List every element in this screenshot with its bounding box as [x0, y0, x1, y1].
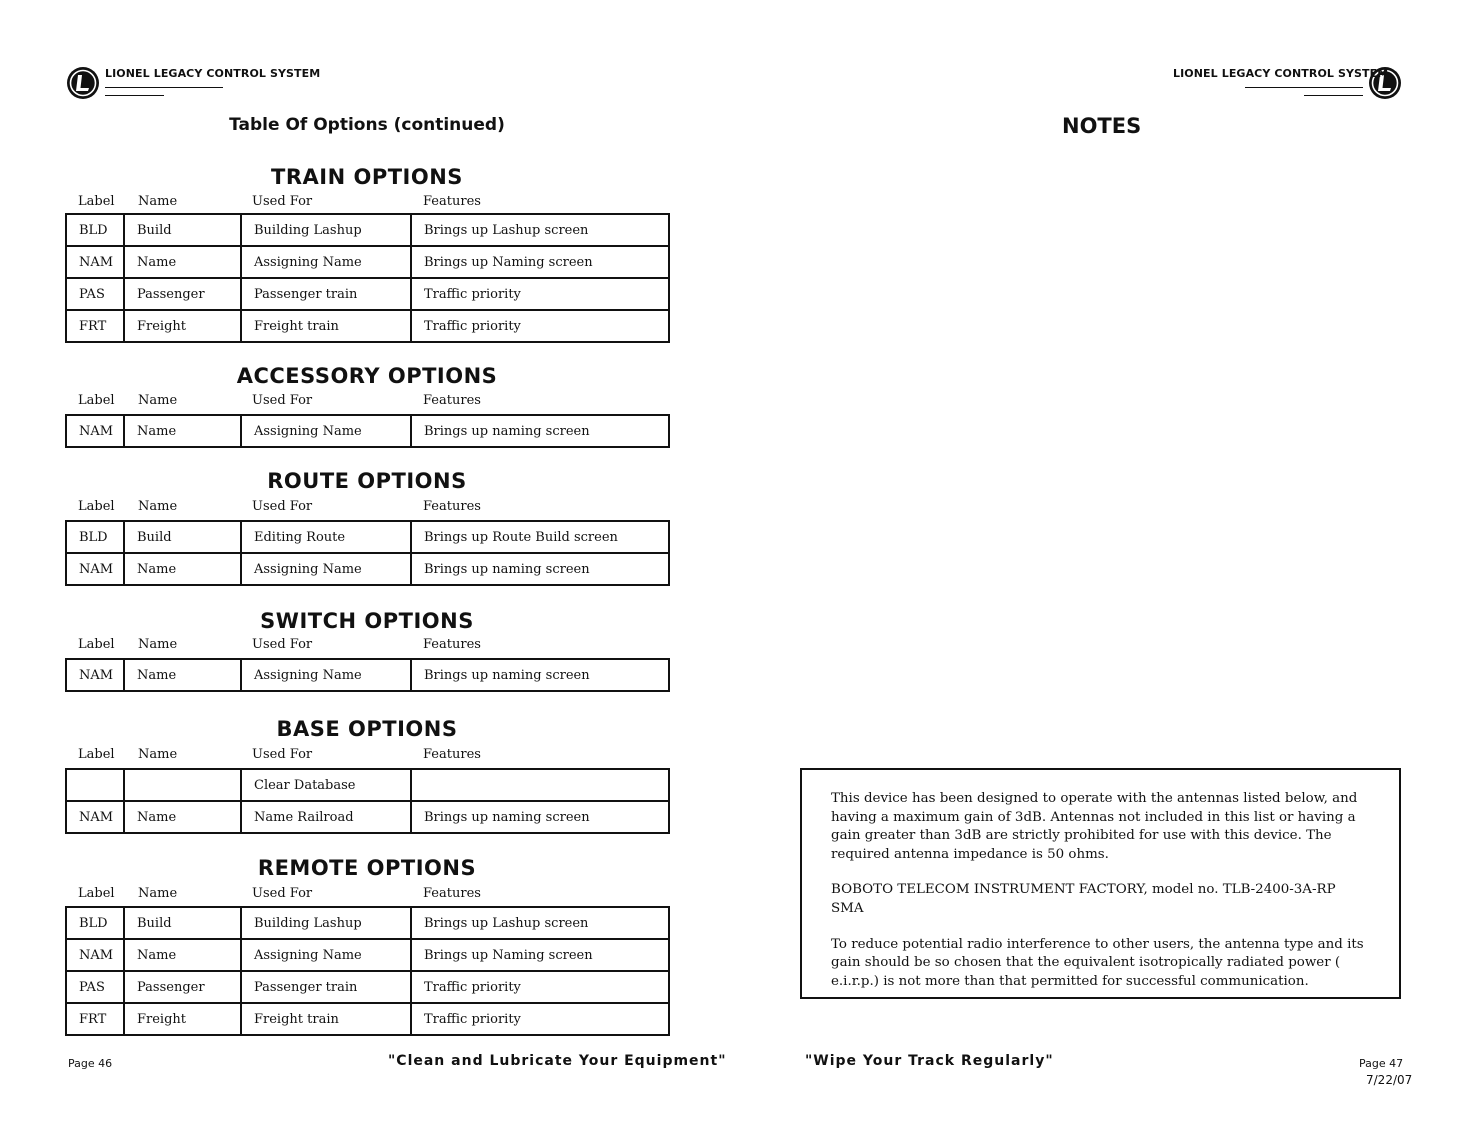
cell-label: BLD: [66, 907, 124, 939]
column-header-used-for: Used For: [252, 499, 313, 514]
cell-features: Brings up naming screen: [411, 415, 669, 447]
footer-slogan-left: "Clean and Lubricate Your Equipment": [388, 1053, 727, 1069]
section-title-route: ROUTE OPTIONS: [267, 469, 467, 493]
cell-features: Brings up Naming screen: [411, 939, 669, 971]
table-row: [66, 521, 669, 553]
cell-used-for: Assigning Name: [241, 246, 411, 278]
accessory-options-table: [65, 414, 670, 448]
cell-features: Traffic priority: [411, 971, 669, 1003]
cell-label: FRT: [66, 310, 124, 342]
column-header-features: Features: [423, 637, 481, 652]
regulatory-notice-box: [800, 768, 1401, 999]
table-row: [66, 415, 669, 447]
column-headers: [66, 886, 668, 902]
cell-label: NAM: [66, 553, 124, 585]
column-header-used-for: Used For: [252, 747, 313, 762]
column-header-used-for: Used For: [252, 194, 313, 209]
switch-options-table: [65, 658, 670, 692]
column-headers: [66, 393, 668, 409]
cell-features: [411, 769, 669, 801]
section-title-train: TRAIN OPTIONS: [271, 165, 463, 189]
cell-features: Traffic priority: [411, 278, 669, 310]
cell-name: Name: [124, 939, 241, 971]
header-rule: [1245, 87, 1363, 88]
section-title-accessory: ACCESSORY OPTIONS: [236, 364, 498, 388]
cell-label: NAM: [66, 801, 124, 833]
table-row: [66, 278, 669, 310]
notice-manufacturer: BOBOTO TELECOM INSTRUMENT FACTORY, model no. TLB-2400-3A-RP SMA: [831, 882, 1336, 916]
cell-used-for: Building Lashup: [241, 907, 411, 939]
column-header-features: Features: [423, 747, 481, 762]
cell-used-for: Assigning Name: [241, 659, 411, 691]
cell-name: Freight: [124, 310, 241, 342]
section-title-switch: SWITCH OPTIONS: [260, 609, 474, 633]
table-row: [66, 801, 669, 833]
cell-label: FRT: [66, 1003, 124, 1035]
table-row: [66, 939, 669, 971]
system-title-left: LIONEL LEGACY CONTROL SYSTEM: [105, 67, 321, 80]
notice-paragraph: To reduce potential radio interference to other users, the antenna type and its gain should be so chosen that the equivalent isotropically radiated power ( e.i.r.p.) is not more than that permitted for successful communication.: [831, 936, 1364, 989]
cell-label: NAM: [66, 415, 124, 447]
cell-name: Build: [124, 521, 241, 553]
cell-used-for: Assigning Name: [241, 939, 411, 971]
column-headers: [66, 747, 668, 763]
column-header-features: Features: [423, 499, 481, 514]
header-rule: [105, 87, 223, 88]
column-header-label: Label: [78, 637, 115, 652]
cell-label: PAS: [66, 971, 124, 1003]
notice-paragraph: This device has been designed to operate with the antennas listed below, and having a maximum gain of 3dB. Antennas not included in this list or having a gain greater than 3dB are strictly prohibited for use with this device. The required antenna impedance is 50 ohms.: [831, 791, 1358, 862]
train-options-table: [65, 213, 670, 343]
revision-date: 7/22/07: [1366, 1073, 1413, 1087]
cell-used-for: Building Lashup: [241, 214, 411, 246]
section-title-base: BASE OPTIONS: [276, 717, 458, 741]
cell-features: Brings up naming screen: [411, 553, 669, 585]
cell-name: Passenger: [124, 971, 241, 1003]
cell-features: Brings up naming screen: [411, 659, 669, 691]
cell-name: Name: [124, 415, 241, 447]
table-row: [66, 769, 669, 801]
column-header-name: Name: [138, 393, 178, 408]
cell-features: Brings up Lashup screen: [411, 214, 669, 246]
column-header-name: Name: [138, 499, 178, 514]
column-header-label: Label: [78, 194, 115, 209]
cell-label: NAM: [66, 939, 124, 971]
column-header-label: Label: [78, 393, 115, 408]
cell-name: Name: [124, 246, 241, 278]
column-header-features: Features: [423, 393, 481, 408]
cell-features: Traffic priority: [411, 1003, 669, 1035]
column-header-features: Features: [423, 886, 481, 901]
section-title-remote: REMOTE OPTIONS: [257, 856, 477, 880]
cell-features: Traffic priority: [411, 310, 669, 342]
table-row: [66, 1003, 669, 1035]
cell-used-for: Assigning Name: [241, 553, 411, 585]
column-header-used-for: Used For: [252, 393, 313, 408]
column-header-used-for: Used For: [252, 637, 313, 652]
system-title-right: LIONEL LEGACY CONTROL SYSTEM: [1173, 67, 1389, 80]
column-header-used-for: Used For: [252, 886, 313, 901]
cell-name: [124, 769, 241, 801]
column-header-label: Label: [78, 747, 115, 762]
column-headers: [66, 499, 668, 515]
column-headers: [66, 194, 668, 210]
cell-label: BLD: [66, 214, 124, 246]
cell-features: Brings up Lashup screen: [411, 907, 669, 939]
remote-options-table: [65, 906, 670, 1036]
cell-name: Name: [124, 801, 241, 833]
lionel-logo-icon: [66, 66, 100, 100]
cell-label: PAS: [66, 278, 124, 310]
cell-used-for: Name Railroad: [241, 801, 411, 833]
cell-name: Name: [124, 553, 241, 585]
table-row: [66, 553, 669, 585]
cell-features: Brings up naming screen: [411, 801, 669, 833]
cell-features: Brings up Route Build screen: [411, 521, 669, 553]
page-number-left: Page 46: [68, 1057, 113, 1070]
header-rule: [105, 95, 164, 96]
cell-label: NAM: [66, 246, 124, 278]
footer-slogan-right: "Wipe Your Track Regularly": [805, 1053, 1054, 1069]
column-header-label: Label: [78, 499, 115, 514]
column-header-name: Name: [138, 194, 178, 209]
cell-features: Brings up Naming screen: [411, 246, 669, 278]
page-title: Table Of Options (continued): [229, 115, 505, 135]
cell-label: BLD: [66, 521, 124, 553]
column-header-features: Features: [423, 194, 481, 209]
cell-name: Build: [124, 907, 241, 939]
table-row: [66, 971, 669, 1003]
table-row: [66, 214, 669, 246]
header-rule: [1304, 95, 1363, 96]
cell-used-for: Clear Database: [241, 769, 411, 801]
column-header-label: Label: [78, 886, 115, 901]
cell-used-for: Passenger train: [241, 278, 411, 310]
base-options-table: [65, 768, 670, 834]
cell-name: Passenger: [124, 278, 241, 310]
table-row: [66, 310, 669, 342]
cell-name: Name: [124, 659, 241, 691]
page-number-right: Page 47: [1359, 1057, 1404, 1070]
table-row: [66, 246, 669, 278]
column-header-name: Name: [138, 637, 178, 652]
route-options-table: [65, 520, 670, 586]
notes-title: NOTES: [1062, 114, 1142, 138]
cell-used-for: Editing Route: [241, 521, 411, 553]
cell-label: [66, 769, 124, 801]
cell-used-for: Freight train: [241, 1003, 411, 1035]
cell-used-for: Passenger train: [241, 971, 411, 1003]
table-row: [66, 659, 669, 691]
cell-used-for: Freight train: [241, 310, 411, 342]
column-headers: [66, 637, 668, 653]
cell-used-for: Assigning Name: [241, 415, 411, 447]
column-header-name: Name: [138, 747, 178, 762]
table-row: [66, 907, 669, 939]
cell-label: NAM: [66, 659, 124, 691]
column-header-name: Name: [138, 886, 178, 901]
cell-name: Build: [124, 214, 241, 246]
cell-name: Freight: [124, 1003, 241, 1035]
